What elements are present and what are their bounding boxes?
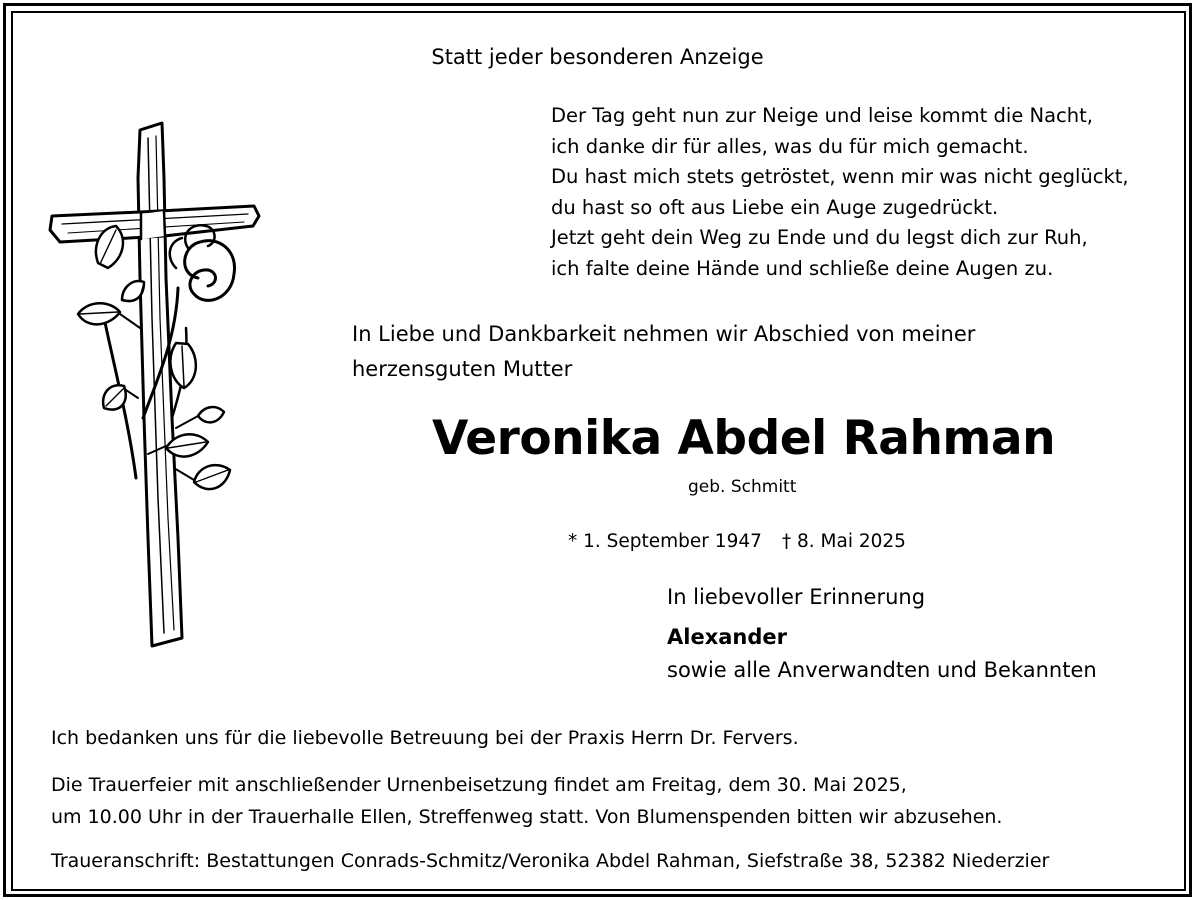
poem-line: Der Tag geht nun zur Neige und leise kommt die Nacht, bbox=[551, 104, 1093, 127]
relatives-line: sowie alle Anverwandten und Bekannten bbox=[667, 658, 1097, 682]
poem-line: ich falte deine Hände und schließe deine Augen zu. bbox=[551, 256, 1054, 280]
poem-line: du hast so oft aus Liebe ein Auge zugedrückt. bbox=[551, 195, 999, 219]
birth-date: * 1. September 1947 bbox=[568, 531, 762, 552]
ceremony-line: Die Trauerfeier mit anschließender Urnenbeisetzung findet am Freitag, dem 30. Mai 2025, bbox=[51, 774, 907, 796]
thanks-note: Ich bedanken uns für die liebevolle Betreuung bei der Praxis Herrn Dr. Fervers. bbox=[51, 727, 799, 749]
life-dates bbox=[568, 531, 906, 552]
notice-header: Statt jeder besonderen Anzeige bbox=[431, 45, 764, 69]
mourning-address: Traueranschrift: Bestattungen Conrads-Schmitz/Veronika Abdel Rahman, Siefstraße 38, 52382 Niederzier bbox=[51, 850, 1050, 872]
poem-line: ich danke dir für alles, was du für mich gemacht. bbox=[551, 134, 1029, 158]
cross-with-roses-icon bbox=[48, 118, 264, 650]
poem-line: Du hast mich stets getröstet, wenn mir was nicht geglückt, bbox=[551, 165, 1129, 188]
maiden-name: geb. Schmitt bbox=[688, 477, 797, 497]
ceremony-info bbox=[51, 769, 1002, 833]
intro-text bbox=[352, 317, 975, 387]
intro-line: herzensguten Mutter bbox=[352, 357, 573, 381]
mourner-name: Alexander bbox=[667, 625, 787, 649]
memory-line: In liebevoller Erinnerung bbox=[667, 585, 926, 609]
ceremony-line: um 10.00 Uhr in der Trauerhalle Ellen, Streffenweg statt. Von Blumenspenden bitten wir abzusehen. bbox=[51, 806, 1003, 828]
poem bbox=[551, 101, 1129, 284]
intro-line: In Liebe und Dankbarkeit nehmen wir Abschied von meiner bbox=[352, 322, 976, 346]
deceased-name: Veronika Abdel Rahman bbox=[432, 411, 1056, 466]
poem-line: Jetzt geht dein Weg zu Ende und du legst dich zur Ruh, bbox=[551, 226, 1088, 249]
death-date: † 8. Mai 2025 bbox=[781, 531, 906, 552]
